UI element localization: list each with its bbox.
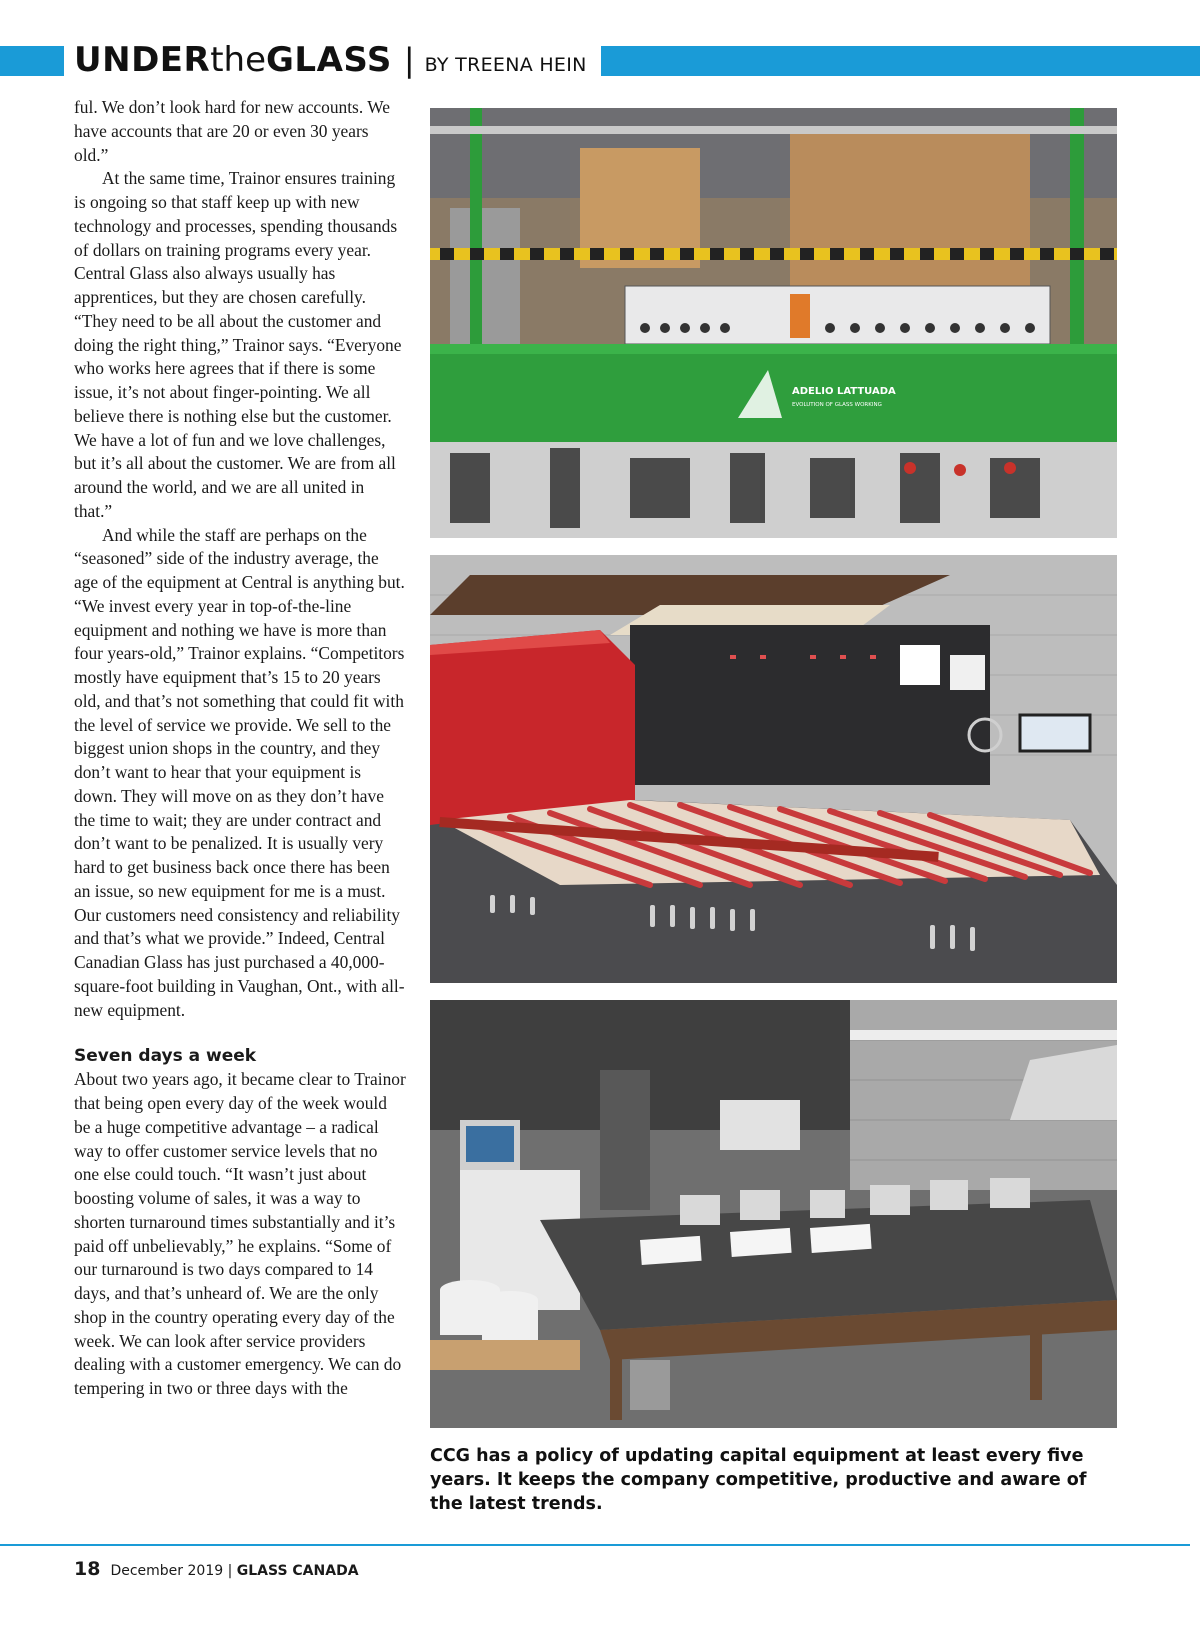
subheading: Seven days a week bbox=[74, 1046, 257, 1067]
header-accent-bar-right bbox=[601, 46, 1200, 76]
article-column bbox=[74, 96, 406, 1401]
machine-brand-label: ADELIO LATTUADA bbox=[792, 386, 896, 397]
machine-tagline-label: EVOLUTION OF GLASS WORKING bbox=[792, 402, 882, 408]
section-header bbox=[74, 40, 587, 82]
photo-edging-machine bbox=[430, 108, 1117, 538]
header-under: UNDER bbox=[74, 40, 211, 80]
header-divider: | bbox=[403, 41, 415, 79]
header-the: the bbox=[210, 40, 267, 80]
byline: BY TREENA HEIN bbox=[424, 54, 587, 76]
article-paragraph-1: ful. We don’t look hard for new accounts. We have accounts that are 20 or even 30 years old.” bbox=[74, 97, 390, 165]
page-number: 18 bbox=[74, 1558, 101, 1580]
header-glass: GLASS bbox=[266, 40, 392, 80]
photo-tempering-furnace bbox=[430, 555, 1117, 983]
issue-date: December 2019 | bbox=[110, 1563, 237, 1579]
article-paragraph-4: About two years ago, it became clear to Trainor that being open every day of the week would be a huge competitive advantage – a radical way to offer customer service levels that no one else could touch. “It wasn’t just about boosting volume of sales, it was a way to shorten turnaround times substantially and it’s paid off unbelievably,” he explains. “Some of our turnaround is two days compared to 14 days, and that’s unheard of. We are the only shop in the country operating every day of the week. We can look after service providers dealing with a customer emergency. We can do tempering in two or three days with the bbox=[74, 1069, 406, 1398]
magazine-name: GLASS CANADA bbox=[236, 1563, 359, 1579]
page-footer bbox=[74, 1558, 359, 1580]
header-accent-bar-left bbox=[0, 46, 64, 76]
footer-rule bbox=[0, 1544, 1190, 1546]
article-paragraph-2: At the same time, Trainor ensures training is ongoing so that staff keep up with new technology and processes, spending thousands of dollars on training programs every year. Central Glass also always usually has apprentices, but they are chosen carefully. “They need to be all about the customer and doing the right thing,” Trainor says. “Everyone who works here agrees that if there is some issue, it’s not about finger-pointing. We all believe there is nothing else but the customer. We have a lot of fun and we love challenges, but it’s all about the customer. We are from all around the world, and we are all united in that.” bbox=[74, 168, 402, 521]
photo-caption: CCG has a policy of updating capital equipment at least every five years. It keeps the company competitive, productive and aware of the latest trends. bbox=[430, 1446, 1087, 1514]
photo-workshop-table bbox=[430, 1000, 1117, 1428]
article-paragraph-3: And while the staff are perhaps on the “seasoned” side of the industry average, the age of the equipment at Central is anything but. “We invest every year in top-of-the-line equipment and nothing we have is more than four years-old,” Trainor explains. “Competitors mostly have equipment that’s 15 to 20 years old, and that’s not something that could fit with the level of service we provide. We sell to the biggest union shops in the country, and they don’t want to hear that your equipment is down. They will move on as they don’t have the time to wait; they are under contract and don’t want to be penalized. It is usually very hard to get business back once there has been an issue, so new equipment for me is a must. Our customers need consistency and reliability and that’s what we provide.” Indeed, Central Canadian Glass has just purchased a 40,000-square-foot building in Vaughan, Ont., with all-new equipment. bbox=[74, 524, 405, 1020]
